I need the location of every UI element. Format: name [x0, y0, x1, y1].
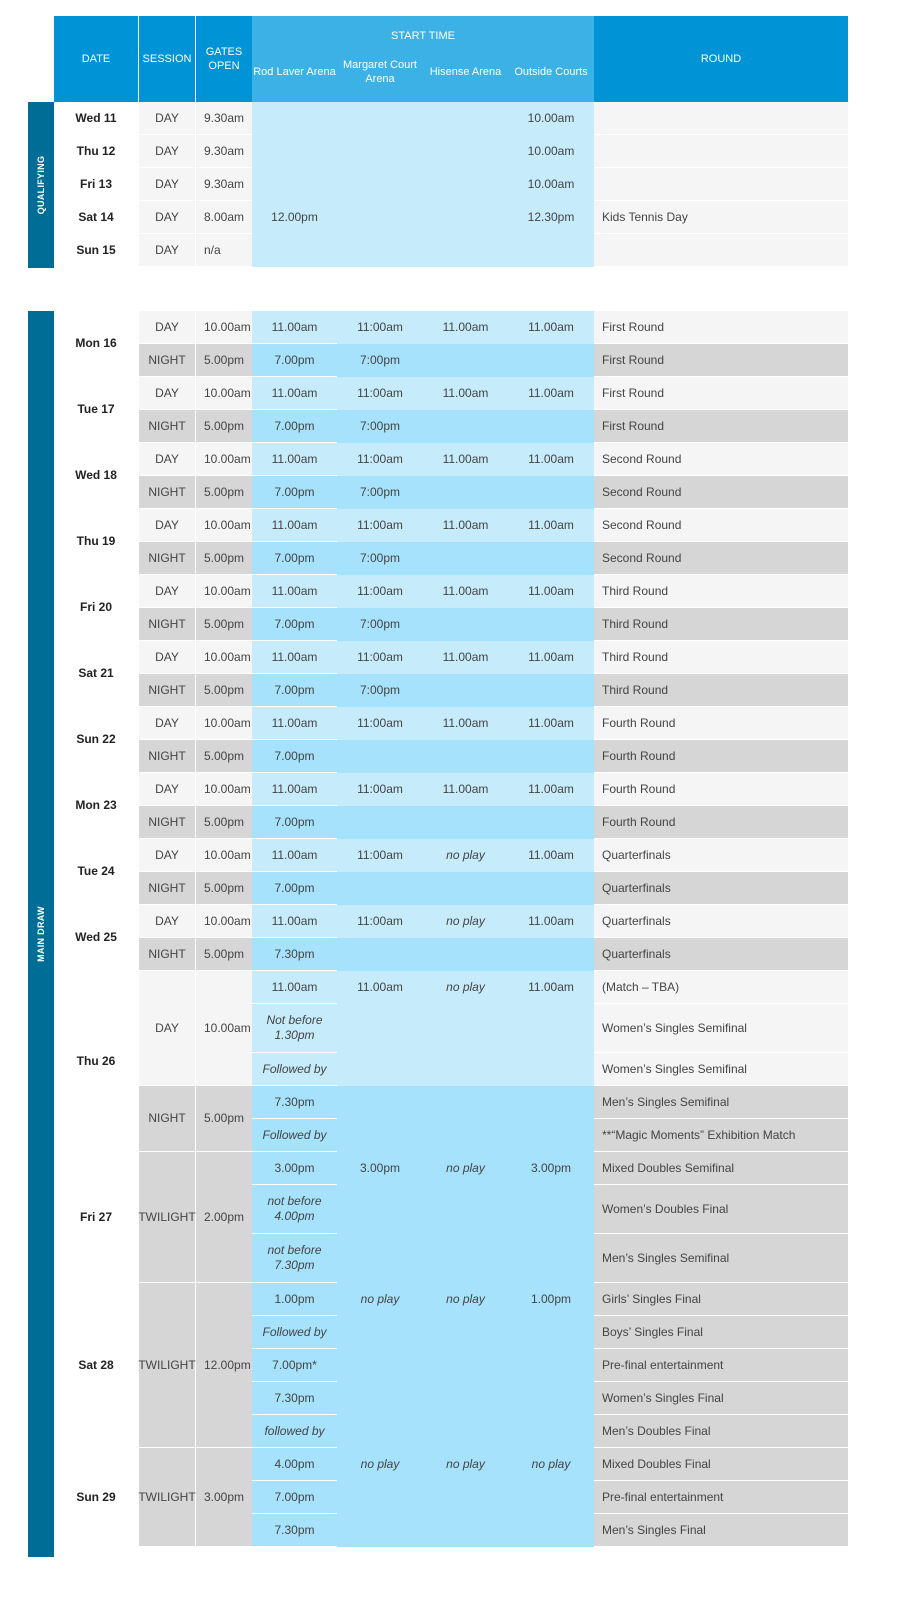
rod-laver-time-cell: 7.00pm [252, 806, 337, 839]
session-cell: NIGHT [139, 740, 195, 773]
hisense-time-cell [423, 168, 508, 201]
header-outside-courts: Outside Courts [514, 66, 588, 78]
outside-time-cell [508, 410, 594, 443]
mca-time-cell: 7:00pm [337, 344, 423, 377]
hisense-time-cell: no play [423, 1283, 508, 1316]
hisense-time-cell: no play [423, 905, 508, 938]
hisense-time-cell [423, 740, 508, 773]
hisense-time-cell: no play [423, 971, 508, 1004]
gates-open-cell: 10.00am [196, 641, 252, 674]
date-cell: Sun 29 [54, 1448, 138, 1547]
hisense-time-cell [423, 1234, 508, 1283]
rod-laver-time-cell: Followed by [252, 1053, 337, 1086]
gates-open-cell: 10.00am [196, 311, 252, 344]
mca-time-cell: 11:00am [337, 905, 423, 938]
round-cell: Women’s Singles Final [594, 1382, 848, 1415]
mca-time-cell [337, 135, 423, 168]
date-cell: Mon 23 [54, 773, 138, 839]
session-cell: DAY [139, 971, 195, 1086]
header-margaret-court-arena: Margaret Court Arena [343, 59, 417, 85]
hisense-time-cell: no play [423, 839, 508, 872]
round-cell: First Round [594, 344, 848, 377]
round-cell: **“Magic Moments” Exhibition Match [594, 1119, 848, 1152]
mca-time-cell [337, 234, 423, 267]
mca-time-cell [337, 1119, 423, 1152]
outside-time-cell [508, 1316, 594, 1349]
round-cell: Fourth Round [594, 707, 848, 740]
rod-laver-time-cell: 7.00pm [252, 344, 337, 377]
hisense-time-cell: 11.00am [423, 377, 508, 410]
hisense-time-cell [423, 102, 508, 135]
main-draw-side-label [28, 311, 54, 1557]
rod-laver-time-cell: 11.00am [252, 443, 337, 476]
round-cell: Third Round [594, 674, 848, 707]
mca-time-cell: 11:00am [337, 839, 423, 872]
hisense-time-cell [423, 1185, 508, 1234]
date-cell: Sat 14 [54, 201, 138, 234]
rod-laver-time-cell: 7.30pm [252, 1514, 337, 1547]
hisense-time-cell [423, 1119, 508, 1152]
round-cell: Third Round [594, 641, 848, 674]
outside-time-cell [508, 740, 594, 773]
header-hisense-arena: Hisense Arena [429, 66, 502, 78]
gates-open-cell: 10.00am [196, 905, 252, 938]
rod-laver-time-cell: 1.00pm [252, 1283, 337, 1316]
date-cell: Fri 13 [54, 168, 138, 201]
rod-laver-time-cell: followed by [252, 1415, 337, 1448]
session-cell: DAY [139, 839, 195, 872]
outside-time-cell [508, 1382, 594, 1415]
header-start-time: START TIME [391, 30, 455, 42]
round-cell: Men’s Singles Semifinal [594, 1086, 848, 1119]
round-cell: Mixed Doubles Final [594, 1448, 848, 1481]
outside-time-cell [508, 1234, 594, 1283]
gates-open-cell: 9.30am [196, 102, 252, 135]
session-cell: TWILIGHT [139, 1448, 195, 1547]
mca-time-cell [337, 1086, 423, 1119]
outside-time-cell [508, 1481, 594, 1514]
gates-open-cell: 10.00am [196, 773, 252, 806]
outside-time-cell [508, 938, 594, 971]
rod-laver-time-cell: 11.00am [252, 311, 337, 344]
hisense-time-cell [423, 135, 508, 168]
date-cell: Sun 22 [54, 707, 138, 773]
session-cell: NIGHT [139, 806, 195, 839]
rod-laver-time-cell: 7.00pm [252, 476, 337, 509]
rod-laver-time-cell: 7.00pm [252, 410, 337, 443]
gates-open-cell: 12.00pm [196, 1283, 252, 1448]
hisense-time-cell [423, 1086, 508, 1119]
hisense-time-cell [423, 410, 508, 443]
header-round: ROUND [594, 16, 848, 102]
round-cell: Third Round [594, 575, 848, 608]
outside-time-cell [508, 1514, 594, 1547]
mca-time-cell: 7:00pm [337, 542, 423, 575]
date-cell: Tue 17 [54, 377, 138, 443]
rod-laver-time-cell: Followed by [252, 1316, 337, 1349]
round-cell: Women’s Singles Semifinal [594, 1004, 848, 1053]
gates-open-cell: 10.00am [196, 377, 252, 410]
round-cell: (Match – TBA) [594, 971, 848, 1004]
mca-time-cell: 11:00am [337, 641, 423, 674]
mca-time-cell: 3.00pm [337, 1152, 423, 1185]
header-gates-open: GATES OPEN [196, 16, 252, 102]
outside-time-cell: 11.00am [508, 509, 594, 542]
round-cell: Women’s Doubles Final [594, 1185, 848, 1234]
mca-time-cell [337, 1514, 423, 1547]
date-cell: Sat 21 [54, 641, 138, 707]
round-cell: Second Round [594, 509, 848, 542]
mca-time-cell [337, 1185, 423, 1234]
date-cell: Sun 15 [54, 234, 138, 267]
hisense-time-cell: no play [423, 1152, 508, 1185]
date-cell: Fri 20 [54, 575, 138, 641]
hisense-time-cell [423, 674, 508, 707]
mca-time-cell [337, 1415, 423, 1448]
rla-time-cell [252, 102, 337, 135]
outside-time-cell [508, 344, 594, 377]
hisense-time-cell: 11.00am [423, 773, 508, 806]
session-cell: NIGHT [139, 608, 195, 641]
mca-time-cell [337, 1481, 423, 1514]
round-cell [594, 168, 848, 201]
session-cell: NIGHT [139, 1086, 195, 1152]
rod-laver-time-cell: 11.00am [252, 509, 337, 542]
hisense-time-cell [423, 201, 508, 234]
mca-time-cell: no play [337, 1448, 423, 1481]
mca-time-cell [337, 1004, 423, 1053]
gates-open-cell: 5.00pm [196, 674, 252, 707]
session-cell: DAY [139, 575, 195, 608]
round-cell: Fourth Round [594, 740, 848, 773]
session-cell: DAY [139, 641, 195, 674]
mca-time-cell [337, 872, 423, 905]
date-cell: Fri 27 [54, 1152, 138, 1283]
session-cell: NIGHT [139, 872, 195, 905]
mca-time-cell [337, 938, 423, 971]
round-cell: First Round [594, 410, 848, 443]
header-rod-laver-arena: Rod Laver Arena [253, 66, 336, 78]
session-cell: DAY [139, 773, 195, 806]
mca-time-cell: 11:00am [337, 311, 423, 344]
outside-time-cell [508, 1004, 594, 1053]
session-cell: NIGHT [139, 542, 195, 575]
date-cell: Wed 25 [54, 905, 138, 971]
hisense-time-cell [423, 344, 508, 377]
header-session: SESSION [139, 16, 195, 102]
outside-time-cell: 11.00am [508, 707, 594, 740]
outside-time-cell: 12.30pm [508, 201, 594, 234]
session-cell: DAY [139, 168, 195, 201]
mca-time-cell: 11.00am [337, 971, 423, 1004]
rod-laver-time-cell: not before 7.30pm [252, 1234, 337, 1283]
session-cell: TWILIGHT [139, 1152, 195, 1283]
outside-time-cell: 11.00am [508, 905, 594, 938]
gates-open-cell: 9.30am [196, 135, 252, 168]
outside-time-cell: 11.00am [508, 971, 594, 1004]
round-cell: Quarterfinals [594, 872, 848, 905]
outside-time-cell: no play [508, 1448, 594, 1481]
hisense-time-cell [423, 806, 508, 839]
round-cell: Quarterfinals [594, 839, 848, 872]
rla-time-cell [252, 234, 337, 267]
mca-time-cell [337, 1382, 423, 1415]
mca-time-cell: 11:00am [337, 509, 423, 542]
gates-open-cell: 5.00pm [196, 872, 252, 905]
round-cell [594, 234, 848, 267]
round-cell: Kids Tennis Day [594, 201, 848, 234]
mca-time-cell [337, 1316, 423, 1349]
gates-open-cell: n/a [196, 234, 252, 267]
outside-time-cell: 3.00pm [508, 1152, 594, 1185]
hisense-time-cell [423, 608, 508, 641]
mca-time-cell: 11:00am [337, 773, 423, 806]
round-cell: First Round [594, 377, 848, 410]
rod-laver-time-cell: 3.00pm [252, 1152, 337, 1185]
outside-time-cell [508, 674, 594, 707]
gates-open-cell: 3.00pm [196, 1448, 252, 1547]
outside-time-cell [508, 1185, 594, 1234]
outside-time-cell: 10.00am [508, 168, 594, 201]
rod-laver-time-cell: 11.00am [252, 377, 337, 410]
round-cell: Mixed Doubles Semifinal [594, 1152, 848, 1185]
rod-laver-time-cell: 11.00am [252, 971, 337, 1004]
rla-time-cell: 12.00pm [252, 201, 337, 234]
round-cell: Quarterfinals [594, 938, 848, 971]
hisense-time-cell [423, 1415, 508, 1448]
session-cell: TWILIGHT [139, 1283, 195, 1448]
gates-open-cell: 9.30am [196, 168, 252, 201]
qualifying-side-label [28, 102, 54, 268]
gates-open-cell: 10.00am [196, 839, 252, 872]
rod-laver-time-cell: 7.00pm* [252, 1349, 337, 1382]
round-cell: Men’s Doubles Final [594, 1415, 848, 1448]
hisense-time-cell: 11.00am [423, 311, 508, 344]
hisense-time-cell: no play [423, 1448, 508, 1481]
outside-time-cell [508, 234, 594, 267]
mca-time-cell [337, 201, 423, 234]
outside-time-cell: 10.00am [508, 102, 594, 135]
date-cell: Tue 24 [54, 839, 138, 905]
round-cell: Second Round [594, 476, 848, 509]
round-cell: Fourth Round [594, 806, 848, 839]
outside-time-cell: 11.00am [508, 839, 594, 872]
rod-laver-time-cell: 11.00am [252, 773, 337, 806]
date-cell: Thu 19 [54, 509, 138, 575]
gates-open-cell: 2.00pm [196, 1152, 252, 1283]
round-cell: Third Round [594, 608, 848, 641]
mca-time-cell: 11:00am [337, 377, 423, 410]
hisense-time-cell [423, 1382, 508, 1415]
round-cell: Quarterfinals [594, 905, 848, 938]
outside-time-cell [508, 1415, 594, 1448]
gates-open-cell: 10.00am [196, 443, 252, 476]
round-cell: Pre-final entertainment [594, 1481, 848, 1514]
outside-time-cell [508, 806, 594, 839]
round-cell: Second Round [594, 443, 848, 476]
hisense-time-cell: 11.00am [423, 443, 508, 476]
outside-time-cell [508, 872, 594, 905]
rod-laver-time-cell: Followed by [252, 1119, 337, 1152]
rod-laver-time-cell: 11.00am [252, 641, 337, 674]
session-cell: DAY [139, 707, 195, 740]
date-cell: Mon 16 [54, 311, 138, 377]
session-cell: DAY [139, 201, 195, 234]
mca-time-cell: 11:00am [337, 575, 423, 608]
outside-time-cell: 10.00am [508, 135, 594, 168]
hisense-time-cell [423, 872, 508, 905]
outside-time-cell: 11.00am [508, 641, 594, 674]
hisense-time-cell [423, 476, 508, 509]
hisense-time-cell [423, 542, 508, 575]
session-cell: DAY [139, 509, 195, 542]
gates-open-cell: 5.00pm [196, 938, 252, 971]
date-cell: Wed 18 [54, 443, 138, 509]
round-cell: First Round [594, 311, 848, 344]
round-cell: Fourth Round [594, 773, 848, 806]
rod-laver-time-cell: 11.00am [252, 707, 337, 740]
gates-open-cell: 5.00pm [196, 806, 252, 839]
hisense-time-cell: 11.00am [423, 575, 508, 608]
hisense-time-cell [423, 938, 508, 971]
mca-time-cell: 11:00am [337, 707, 423, 740]
gates-open-cell: 5.00pm [196, 608, 252, 641]
rod-laver-time-cell: 7.00pm [252, 542, 337, 575]
gates-open-cell: 10.00am [196, 971, 252, 1086]
session-cell: DAY [139, 234, 195, 267]
gates-open-cell: 5.00pm [196, 410, 252, 443]
gates-open-cell: 5.00pm [196, 740, 252, 773]
hisense-time-cell: 11.00am [423, 509, 508, 542]
rod-laver-time-cell: 11.00am [252, 905, 337, 938]
mca-time-cell: 11:00am [337, 443, 423, 476]
date-cell: Wed 11 [54, 102, 138, 135]
outside-time-cell [508, 1349, 594, 1382]
rod-laver-time-cell: 7.00pm [252, 674, 337, 707]
outside-time-cell [508, 476, 594, 509]
rod-laver-time-cell: 7.30pm [252, 938, 337, 971]
rod-laver-time-cell: 7.00pm [252, 608, 337, 641]
hisense-time-cell [423, 1514, 508, 1547]
session-cell: DAY [139, 311, 195, 344]
rod-laver-time-cell: 7.30pm [252, 1086, 337, 1119]
gates-open-cell: 10.00am [196, 707, 252, 740]
gates-open-cell: 10.00am [196, 575, 252, 608]
round-cell: Men’s Singles Final [594, 1514, 848, 1547]
rod-laver-time-cell: 7.00pm [252, 740, 337, 773]
hisense-time-cell [423, 1316, 508, 1349]
gates-open-cell: 5.00pm [196, 542, 252, 575]
session-cell: NIGHT [139, 938, 195, 971]
mca-time-cell: 7:00pm [337, 410, 423, 443]
outside-time-cell: 11.00am [508, 575, 594, 608]
gates-open-cell: 5.00pm [196, 344, 252, 377]
rla-time-cell [252, 135, 337, 168]
header-start-time-group [252, 16, 594, 102]
mca-time-cell: 7:00pm [337, 608, 423, 641]
gates-open-cell: 5.00pm [196, 476, 252, 509]
session-cell: DAY [139, 135, 195, 168]
session-cell: DAY [139, 377, 195, 410]
round-cell: Pre-final entertainment [594, 1349, 848, 1382]
date-cell: Thu 12 [54, 135, 138, 168]
outside-time-cell [508, 1053, 594, 1086]
outside-time-cell [508, 1119, 594, 1152]
hisense-time-cell [423, 1004, 508, 1053]
rod-laver-time-cell: 4.00pm [252, 1448, 337, 1481]
mca-time-cell: 7:00pm [337, 674, 423, 707]
main-draw-label: MAIN DRAW [36, 906, 46, 962]
gates-open-cell: 5.00pm [196, 1086, 252, 1152]
hisense-time-cell [423, 234, 508, 267]
outside-time-cell: 11.00am [508, 311, 594, 344]
session-cell: NIGHT [139, 674, 195, 707]
gates-open-cell: 8.00am [196, 201, 252, 234]
hisense-time-cell [423, 1349, 508, 1382]
date-cell: Sat 28 [54, 1283, 138, 1448]
mca-time-cell: 7:00pm [337, 476, 423, 509]
rod-laver-time-cell: 7.00pm [252, 872, 337, 905]
rod-laver-time-cell: Not before 1.30pm [252, 1004, 337, 1053]
round-cell: Second Round [594, 542, 848, 575]
mca-time-cell [337, 168, 423, 201]
mca-time-cell [337, 102, 423, 135]
qualifying-label: QUALIFYING [36, 155, 46, 215]
rod-laver-time-cell: 7.00pm [252, 1481, 337, 1514]
outside-time-cell [508, 608, 594, 641]
header-date: DATE [54, 16, 138, 102]
round-cell [594, 135, 848, 168]
mca-time-cell: no play [337, 1283, 423, 1316]
hisense-time-cell [423, 1053, 508, 1086]
outside-time-cell: 1.00pm [508, 1283, 594, 1316]
outside-time-cell: 11.00am [508, 443, 594, 476]
outside-time-cell [508, 1086, 594, 1119]
date-cell: Thu 26 [54, 971, 138, 1152]
outside-time-cell: 11.00am [508, 773, 594, 806]
session-cell: NIGHT [139, 476, 195, 509]
rod-laver-time-cell: 11.00am [252, 839, 337, 872]
outside-time-cell: 11.00am [508, 377, 594, 410]
round-cell: Women’s Singles Semifinal [594, 1053, 848, 1086]
outside-time-cell [508, 542, 594, 575]
mca-time-cell [337, 1053, 423, 1086]
round-cell: Men’s Singles Semifinal [594, 1234, 848, 1283]
session-cell: DAY [139, 905, 195, 938]
gates-open-cell: 10.00am [196, 509, 252, 542]
session-cell: DAY [139, 443, 195, 476]
round-cell: Boys’ Singles Final [594, 1316, 848, 1349]
rod-laver-time-cell: not before 4.00pm [252, 1185, 337, 1234]
rla-time-cell [252, 168, 337, 201]
mca-time-cell [337, 806, 423, 839]
session-cell: NIGHT [139, 410, 195, 443]
mca-time-cell [337, 1349, 423, 1382]
round-cell: Girls’ Singles Final [594, 1283, 848, 1316]
mca-time-cell [337, 1234, 423, 1283]
round-cell [594, 102, 848, 135]
session-cell: DAY [139, 102, 195, 135]
rod-laver-time-cell: 11.00am [252, 575, 337, 608]
rod-laver-time-cell: 7.30pm [252, 1382, 337, 1415]
mca-time-cell [337, 740, 423, 773]
hisense-time-cell [423, 1481, 508, 1514]
session-cell: NIGHT [139, 344, 195, 377]
hisense-time-cell: 11.00am [423, 641, 508, 674]
hisense-time-cell: 11.00am [423, 707, 508, 740]
